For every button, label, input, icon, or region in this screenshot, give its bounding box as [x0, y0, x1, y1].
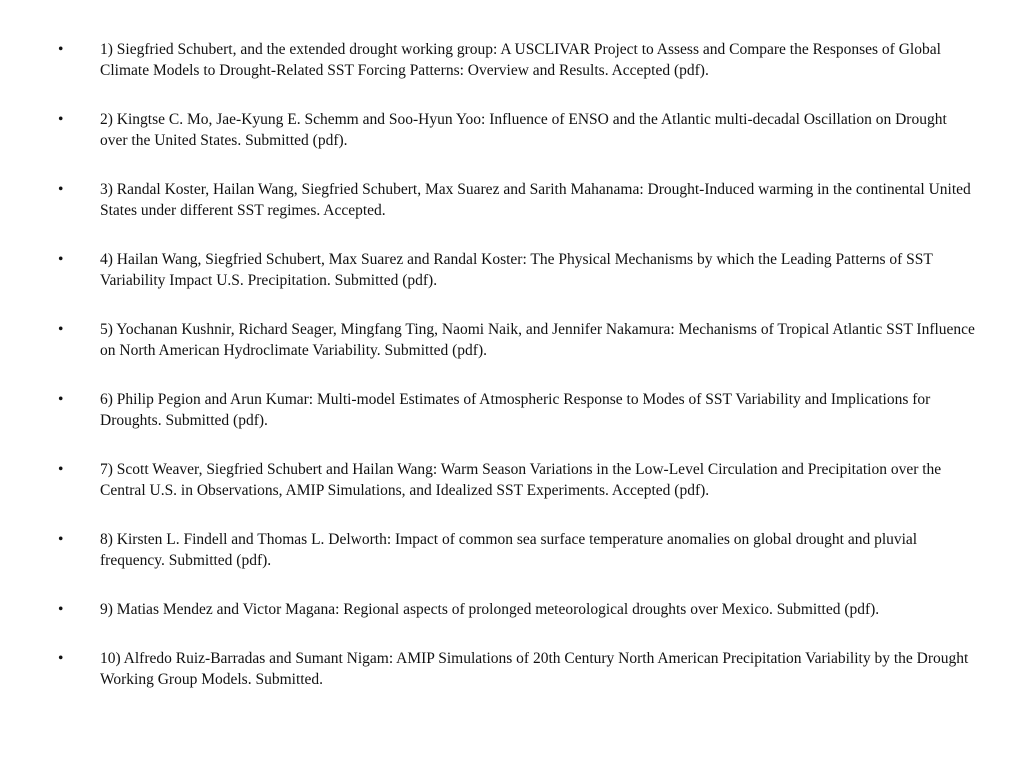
- reference-text: 6) Philip Pegion and Arun Kumar: Multi-model Estimates of Atmospheric Response to Modes of SST Variability and Implications for Droughts. Submitted (pdf).: [100, 391, 931, 429]
- reference-text: 9) Matias Mendez and Victor Magana: Regional aspects of prolonged meteorological droughts over Mexico. Submitted (pdf).: [100, 601, 880, 618]
- reference-item: [58, 109, 978, 151]
- bullet-icon: •: [58, 181, 64, 198]
- reference-text: 2) Kingtse C. Mo, Jae-Kyung E. Schemm and Soo-Hyun Yoo: Influence of ENSO and the Atlantic multi-decadal Oscillation on Drought over the United States. Submitted (pdf).: [100, 111, 947, 149]
- bullet-icon: •: [58, 531, 64, 548]
- reference-item: [58, 389, 978, 431]
- reference-text: 10) Alfredo Ruiz-Barradas and Sumant Nigam: AMIP Simulations of 20th Century North American Precipitation Variability by the Drought Working Group Models. Submitted.: [100, 650, 969, 688]
- reference-text: 5) Yochanan Kushnir, Richard Seager, Mingfang Ting, Naomi Naik, and Jennifer Nakamura: Mechanisms of Tropical Atlantic SST Influence on North American Hydroclimate Variability. Submitted (pdf).: [100, 321, 975, 359]
- reference-item: [58, 249, 978, 291]
- reference-item: [58, 39, 978, 81]
- reference-item: [58, 599, 978, 620]
- reference-text: 1) Siegfried Schubert, and the extended drought working group: A USCLIVAR Project to Assess and Compare the Responses of Global Climate Models to Drought-Related SST Forcing Patterns: Overview and Results. Accepted (pdf).: [100, 41, 941, 79]
- bullet-icon: •: [58, 601, 64, 618]
- reference-text: 7) Scott Weaver, Siegfried Schubert and Hailan Wang: Warm Season Variations in the Low-Level Circulation and Precipitation over the Central U.S. in Observations, AMIP Simulations, and Idealized SST Experiments. Accepted (pdf).: [100, 461, 942, 499]
- bullet-icon: •: [58, 321, 64, 338]
- reference-item: [58, 529, 978, 571]
- reference-text: 4) Hailan Wang, Siegfried Schubert, Max Suarez and Randal Koster: The Physical Mechanisms by which the Leading Patterns of SST Variability Impact U.S. Precipitation. Submitted (pdf).: [100, 251, 933, 289]
- reference-list: [58, 39, 984, 690]
- bullet-icon: •: [58, 650, 64, 667]
- bullet-icon: •: [58, 111, 64, 128]
- reference-item: [58, 459, 978, 501]
- reference-item: [58, 648, 978, 690]
- bullet-icon: •: [58, 41, 64, 58]
- reference-text: 3) Randal Koster, Hailan Wang, Siegfried Schubert, Max Suarez and Sarith Mahanama: Drought-Induced warming in the continental United States under different SST regimes. Accepted.: [100, 181, 971, 219]
- bullet-icon: •: [58, 391, 64, 408]
- bullet-icon: •: [58, 251, 64, 268]
- reference-text: 8) Kirsten L. Findell and Thomas L. Delworth: Impact of common sea surface temperature anomalies on global drought and pluvial frequency. Submitted (pdf).: [100, 531, 918, 569]
- reference-item: [58, 319, 978, 361]
- bullet-icon: •: [58, 461, 64, 478]
- reference-item: [58, 179, 978, 221]
